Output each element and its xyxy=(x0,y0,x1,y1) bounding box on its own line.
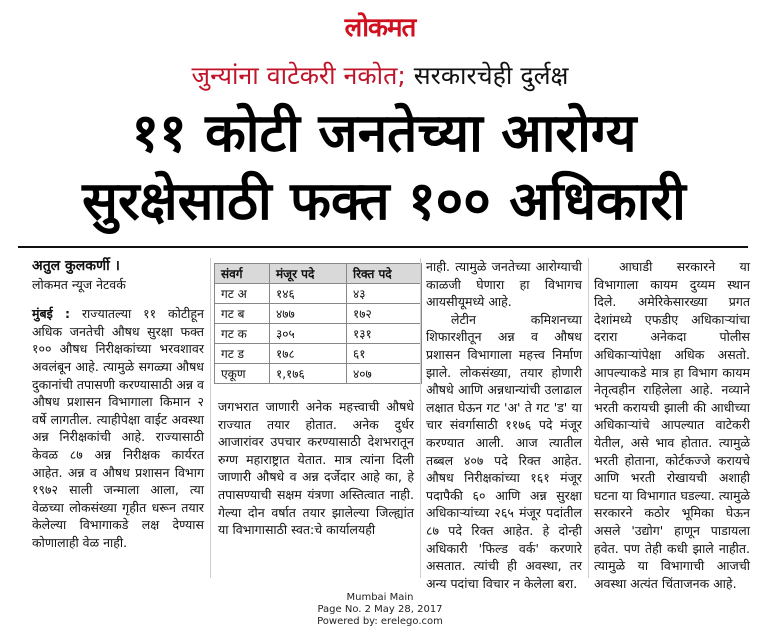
column-4 xyxy=(594,258,750,592)
table-cell: १,१७६ xyxy=(270,364,347,384)
headline-divider xyxy=(18,246,748,248)
table-cell: ४७७ xyxy=(270,304,347,324)
headline-line-2: सुरक्षेसाठी फक्त १०० अधिकारी xyxy=(82,171,686,232)
table-row xyxy=(215,304,422,324)
headline-line-1: ११ कोटी जनतेच्या आरोग्य xyxy=(131,103,637,164)
column-3-para-2: लेटीन कमिशनच्या शिफारशीतून अन्न व औषध प्रशासन विभागाला महत्त्व निर्माण झाले. लोकसंख्या, तयार होणारी औषधे आणि अन्नधान्यांची उलाढाल लक्षात घेऊन गट 'अ' ते गट 'ड' या चार संवर्गासाठी ११७६ पदे मंजूर करण्यात आली. आज त्यातील तब्बल ४०७ पदे रिक्त आहेत. औषध निरीक्षकांच्या १६१ मंजूर पदापैकी ६० आणि अन्न सुरक्षा अधिकाऱ्यांच्या २६५ मंजूर पदांतील ८७ पदे रिक्त आहेत. हे दोन्ही अधिकारी 'फिल्ड वर्क' करणारे असतात. त्यांची ही अवस्था, तर अन्य पदांचा विचार न केलेला बरा. xyxy=(426,311,582,591)
footer-page-date: Page No. 2 May 28, 2017 xyxy=(317,604,443,615)
table-cell: १७८ xyxy=(270,344,347,364)
table-header-sanctioned: मंजूर पदे xyxy=(270,264,347,284)
dateline: मुंबई : xyxy=(32,306,71,322)
table-cell: गट अ xyxy=(215,284,270,304)
lead-text: राज्यातल्या ११ कोटीहून अधिक जनतेची औषध सुरक्षा फक्त १०० औषध निरीक्षकांच्या भरवशावर अवलंबून आहे. त्यामुळे सगळ्या औषध दुकानांची तपासणी करण्यासाठी अन्न व औषध प्रशासन विभागाला किमान २ वर्षे लागतील. त्याहीपेक्षा वाईट अवस्था अन्न निरीक्षकांची आहे. राज्यासाठी केवळ ८७ अन्न निरीक्षक कार्यरत आहेत. अन्न व औषध प्रशासन विभाग १९७२ साली जन्माला आला, त्या वेळच्या लोकसंख्या गृहीत धरून तयार केलेल्या विभागाकडे लक्ष देण्यास कोणालाही वेळ नाही. xyxy=(32,306,204,550)
table-cell: गट ड xyxy=(215,344,270,364)
table-cell: १३१ xyxy=(347,324,422,344)
table-cell: ४०७ xyxy=(347,364,422,384)
table-header-vacant: रिक्त पदे xyxy=(347,264,422,284)
column-1 xyxy=(32,258,204,552)
table-cell: १७२ xyxy=(347,304,422,324)
table-row xyxy=(215,284,422,304)
table-row xyxy=(215,344,422,364)
lead-paragraph xyxy=(32,305,204,551)
table-row xyxy=(215,324,422,344)
table-header-row xyxy=(215,264,422,284)
column-divider xyxy=(588,258,589,578)
table-row-total xyxy=(215,364,422,384)
table-cell: १४६ xyxy=(270,284,347,304)
masthead-logo: लोकमत xyxy=(344,13,416,43)
column-4-para-1: आघाडी सरकारने या विभागाला कायम दुय्यम स्थान दिले. अमेरिकेसारख्या प्रगत देशांमध्ये एफडीए अधिकाऱ्यांचा दरारा अनेकदा पोलीस अधिकाऱ्यांपेक्षा अधिक असतो. आपल्याकडे मात्र हा विभाग कायम नेतृत्वहीन राहिलेला आहे. नव्याने भरती करायची झाली की आधीच्या अधिकाऱ्यांचे आपल्यात वाटेकरी येतील, असे भाव होतात. त्यामुळे भरती होताना, कोर्टकज्जे करायचे आणि भरती रोखायची अशाही घटना या विभागात घडल्या. त्यामुळे सरकारने कठोर भूमिका घेऊन असले 'उद्योग' हाणून पाडायला हवेत. पण तेही कधी झाले नाहीत. त्यामुळे या विभागाची आजची अवस्था अत्यंत चिंताजनक आहे. xyxy=(594,259,750,591)
kicker-highlight: जुन्यांना वाटेकरी नकोत; xyxy=(191,61,406,90)
column-divider xyxy=(210,258,211,578)
posts-table xyxy=(214,263,422,384)
footer-powered-by: Powered by: erelego.com xyxy=(317,616,443,627)
footer-edition: Mumbai Main xyxy=(346,592,414,603)
table-cell: गट ब xyxy=(215,304,270,324)
column-2 xyxy=(218,398,414,539)
kicker-line xyxy=(0,58,760,92)
headline xyxy=(14,100,754,236)
footer xyxy=(0,592,760,628)
column-2-text: जगभरात जाणारी अनेक महत्त्वाची औषधे राज्यात तयार होतात. अनेक दुर्धर आजारांवर उपचार करण्यासाठी देशभरातून रुग्ण महाराष्ट्रात येतात. मात्र त्यांना दिली जाणारी औषधे व अन्न दर्जेदार आहे का, हे तपासण्याची सक्षम यंत्रणा अस्तित्वात नाही. गेल्या दोन वर्षात तयार झालेल्या जिल्ह्यांत या विभागासाठी स्वत:चे कार्यालयही xyxy=(218,399,414,538)
byline-author: अतुल कुलकर्णी । xyxy=(32,258,120,274)
column-3-para-1: नाही. त्यामुळे जनतेच्या आरोग्याची काळजी घेणारा हा विभागच आयसीयूमध्ये आहे. xyxy=(426,259,582,310)
table-cell: ४३ xyxy=(347,284,422,304)
byline-agency: लोकमत न्यूज नेटवर्क xyxy=(32,276,126,292)
column-divider xyxy=(420,258,421,578)
table-cell: ३०५ xyxy=(270,324,347,344)
kicker-rest: सरकारचेही दुर्लक्ष xyxy=(413,61,569,90)
table-cell: गट क xyxy=(215,324,270,344)
table-cell: ६१ xyxy=(347,344,422,364)
column-3 xyxy=(426,258,582,592)
table-cell: एकूण xyxy=(215,364,270,384)
table-header-cadre: संवर्ग xyxy=(215,264,270,284)
